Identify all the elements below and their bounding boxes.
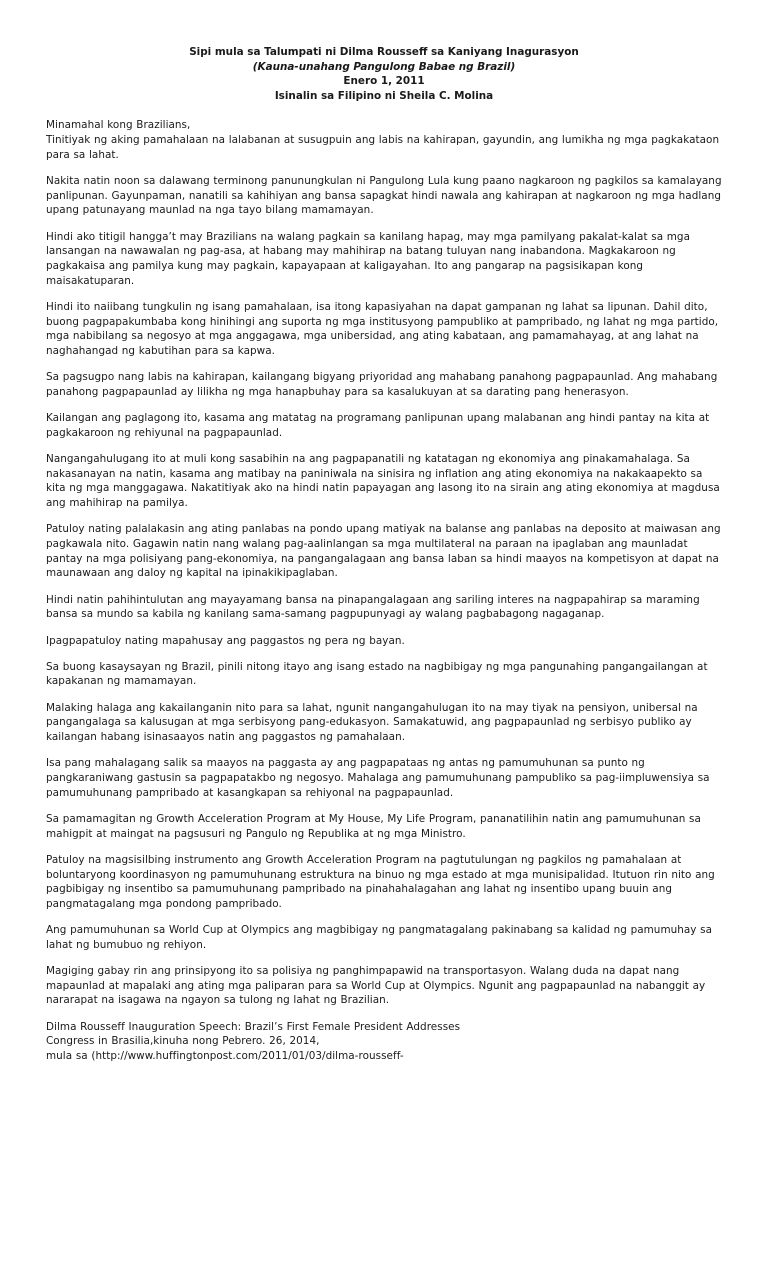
source-citation [46,1020,722,1064]
source-line: Dilma Rousseff Inauguration Speech: Brazil’s First Female President Addresses [46,1020,461,1033]
paragraph: Tinitiyak ng aking pamahalaan na lalabanan at susugpuin ang labis na kahirapan, gayundin, ang lumikha ng mga pagkakataon para sa lahat. [46,134,720,161]
speech-body [46,118,722,1063]
paragraph: Sa buong kasaysayan ng Brazil, pinili nitong itayo ang isang estado na nagbibigay ng mga pangunahing pangangailangan at kapakanan ng mamamayan. [46,660,708,688]
paragraph: Nangangahulugang ito at muli kong sasabihin na ang pagpapanatili ng katatagan ng ekonomiya ang pinakamahalaga. Sa nakasanayan na natin, kasama ang matibay na paniniwala na sinisira ng inflation ang ating ekonomiya na nakakaapekto sa kita ng mga manggagawa. Nakatitiyak ako na hindi natin papayagan ang lasong ito na sirain ang ating ekonomiya at magdusa ang mahihirap na pamilya. [46,453,720,510]
paragraph: Sa pagsugpo nang labis na kahirapan, kailangang bigyang priyoridad ang mahabang panahong pagpapaunlad. Ang mahabang panahong pagpapaunlad ay lilikha ng mga hanapbuhay para sa kasalukuyan at sa darating pang henerasyon. [46,371,718,398]
paragraph: Patuloy nating palalakasin ang ating panlabas na pondo upang matiyak na balanse ang panlabas na deposito at maiwasan ang pagkawala nito. Gagawin natin nang walang pag-aalinlangan sa mga multilateral na paraan na ipaglaban ang maunladat pantay na mga polisiyang pang-ekonomiya, na pangangalagaan ang bansa laban sa hindi maayos na kompetisyon at dapat na maunawaan ang daloy ng kapital na ipinakikipaglaban. [46,523,721,580]
document-header [46,45,722,103]
paragraph: Malaking halaga ang kakailanganin nito para sa lahat, ngunit nangangahulugan ito na may tiyak na pensiyon, unibersal na pangangalaga sa kalusugan at mga serbisyong pang-edukasyon. Samakatuwid, ang pagpapaunlad ng serbisyo publiko ay kailangan habang isinasaayos natin ang paggastos ng pamahalaan. [46,701,698,744]
paragraph: Patuloy na magsisilbing instrumento ang Growth Acceleration Program na pagtutulungan ng pagkilos ng pamahalaan at boluntaryong koordinasyon ng pamumuhunang estruktura na binuo ng mga estado at mga munisipalidad. Itutuon rin nito ang pagbibigay ng insentibo sa pamumuhunang pampribado na pinahahalagahan ang lahat ng insentibo upang buuin ang pangmatagalang mga pondong pampribado. [46,853,715,910]
paragraph: Kailangan ang paglagong ito, kasama ang matatag na programang panlipunan upang malabanan ang hindi pantay na kita at pagkakaroon ng rehiyunal na pagpapaunlad. [46,412,710,439]
salutation: Minamahal kong Brazilians, [46,119,191,132]
paragraph: Ipagpapatuloy nating mapahusay ang paggastos ng pera ng bayan. [46,634,405,647]
paragraph: Magiging gabay rin ang prinsipyong ito sa polisiya ng panghimpapawid na transportasyon. Walang duda na dapat nang mapaunlad at mapalaki ang ating mga paliparan para sa World Cup at Olympics. Ngunit ang pagpapaunlad na nabanggit ay nararapat na isagawa na ngayon sa tulong ng lahat ng Brazilian. [46,965,706,1007]
paragraph: Hindi ako titigil hangga’t may Brazilians na walang pagkain sa kanilang hapag, may mga pamilyang pakalat-kalat sa mga lansangan na nawawalan ng pag-asa, at habang may mahihirap na batang tuluyan nang inabandona. Magkakaroon ng pagkakaisa ang pamilya kung may pagkain, kapayapaan at kaligayahan. Ito ang pangarap na pagsisikapan kong maisakatuparan. [46,230,690,287]
paragraph: Isa pang mahalagang salik sa maayos na paggasta ay ang pagpapataas ng antas ng pamumuhunan sa punto ng pangkaraniwang gastusin sa pagpapatakbo ng negosyo. Mahalaga ang pamumuhunang pampubliko sa pag-iimpluwensiya sa pamumuhunang pampribado at kasangkapan sa rehiyonal na pagpapaunlad. [46,757,710,799]
paragraph: Hindi ito naiibang tungkulin ng isang pamahalaan, isa itong kapasiyahan na dapat gampanan ng lahat sa lipunan. Dahil dito, buong pagpapakumbaba kong hinihingi ang suporta ng mga institusyong pampubliko at pampribado, ng lahat ng mga partido, mga nabibilang sa negosyo at mga anggagawa, mga unibersidad, ang ating kabataan, ang pamamahayag, at ang lahat na naghahangad ng kabutihan para sa kapwa. [46,300,719,358]
paragraph: Nakita natin noon sa dalawang terminong panunungkulan ni Pangulong Lula kung paano nagkaroon ng pagkilos sa kamalayang panlipunan. Gayunpaman, nanatili sa kahihiyan ang bansa sapagkat hindi nawala ang kahirapan at nagkaroon ng mga hadlang upang patunayang maunlad na nga tayo bilang mamamayan. [46,174,722,217]
source-line: Congress in Brasilia,kinuha nong Pebrero. 26, 2014, [46,1035,320,1048]
paragraph: Hindi natin pahihintulutan ang mayayamang bansa na pinapangalagaan ang sariling interes na nagpapahirap sa maraming bansa sa mundo sa kabila ng kanilang sama-samang pagpupunyagi ay walang pagbabagong nagaganap. [46,593,700,621]
paragraph: Ang pamumuhunan sa World Cup at Olympics ang magbibigay ng pangmatagalang pakinabang sa kalidad ng pamumuhay sa lahat ng bumubuo ng rehiyon. [46,924,713,951]
document-date: Enero 1, 2011 [343,75,425,88]
paragraph: Sa pamamagitan ng Growth Acceleration Program at My House, My Life Program, pananatilihin natin ang pamumuhunan sa mahigpit at maingat na pagsusuri ng Pangulo ng Republika at ng mga Ministro. [46,812,701,840]
source-url-line: mula sa (http://www.huffingtonpost.com/2011/01/03/dilma-rousseff- [46,1050,404,1063]
document-title: Sipi mula sa Talumpati ni Dilma Rousseff sa Kaniyang Inagurasyon [189,46,579,58]
document-subtitle: (Kauna-unahang Pangulong Babae ng Brazil) [252,60,516,73]
translator-credit: Isinalin sa Filipino ni Sheila C. Molina [274,89,494,102]
